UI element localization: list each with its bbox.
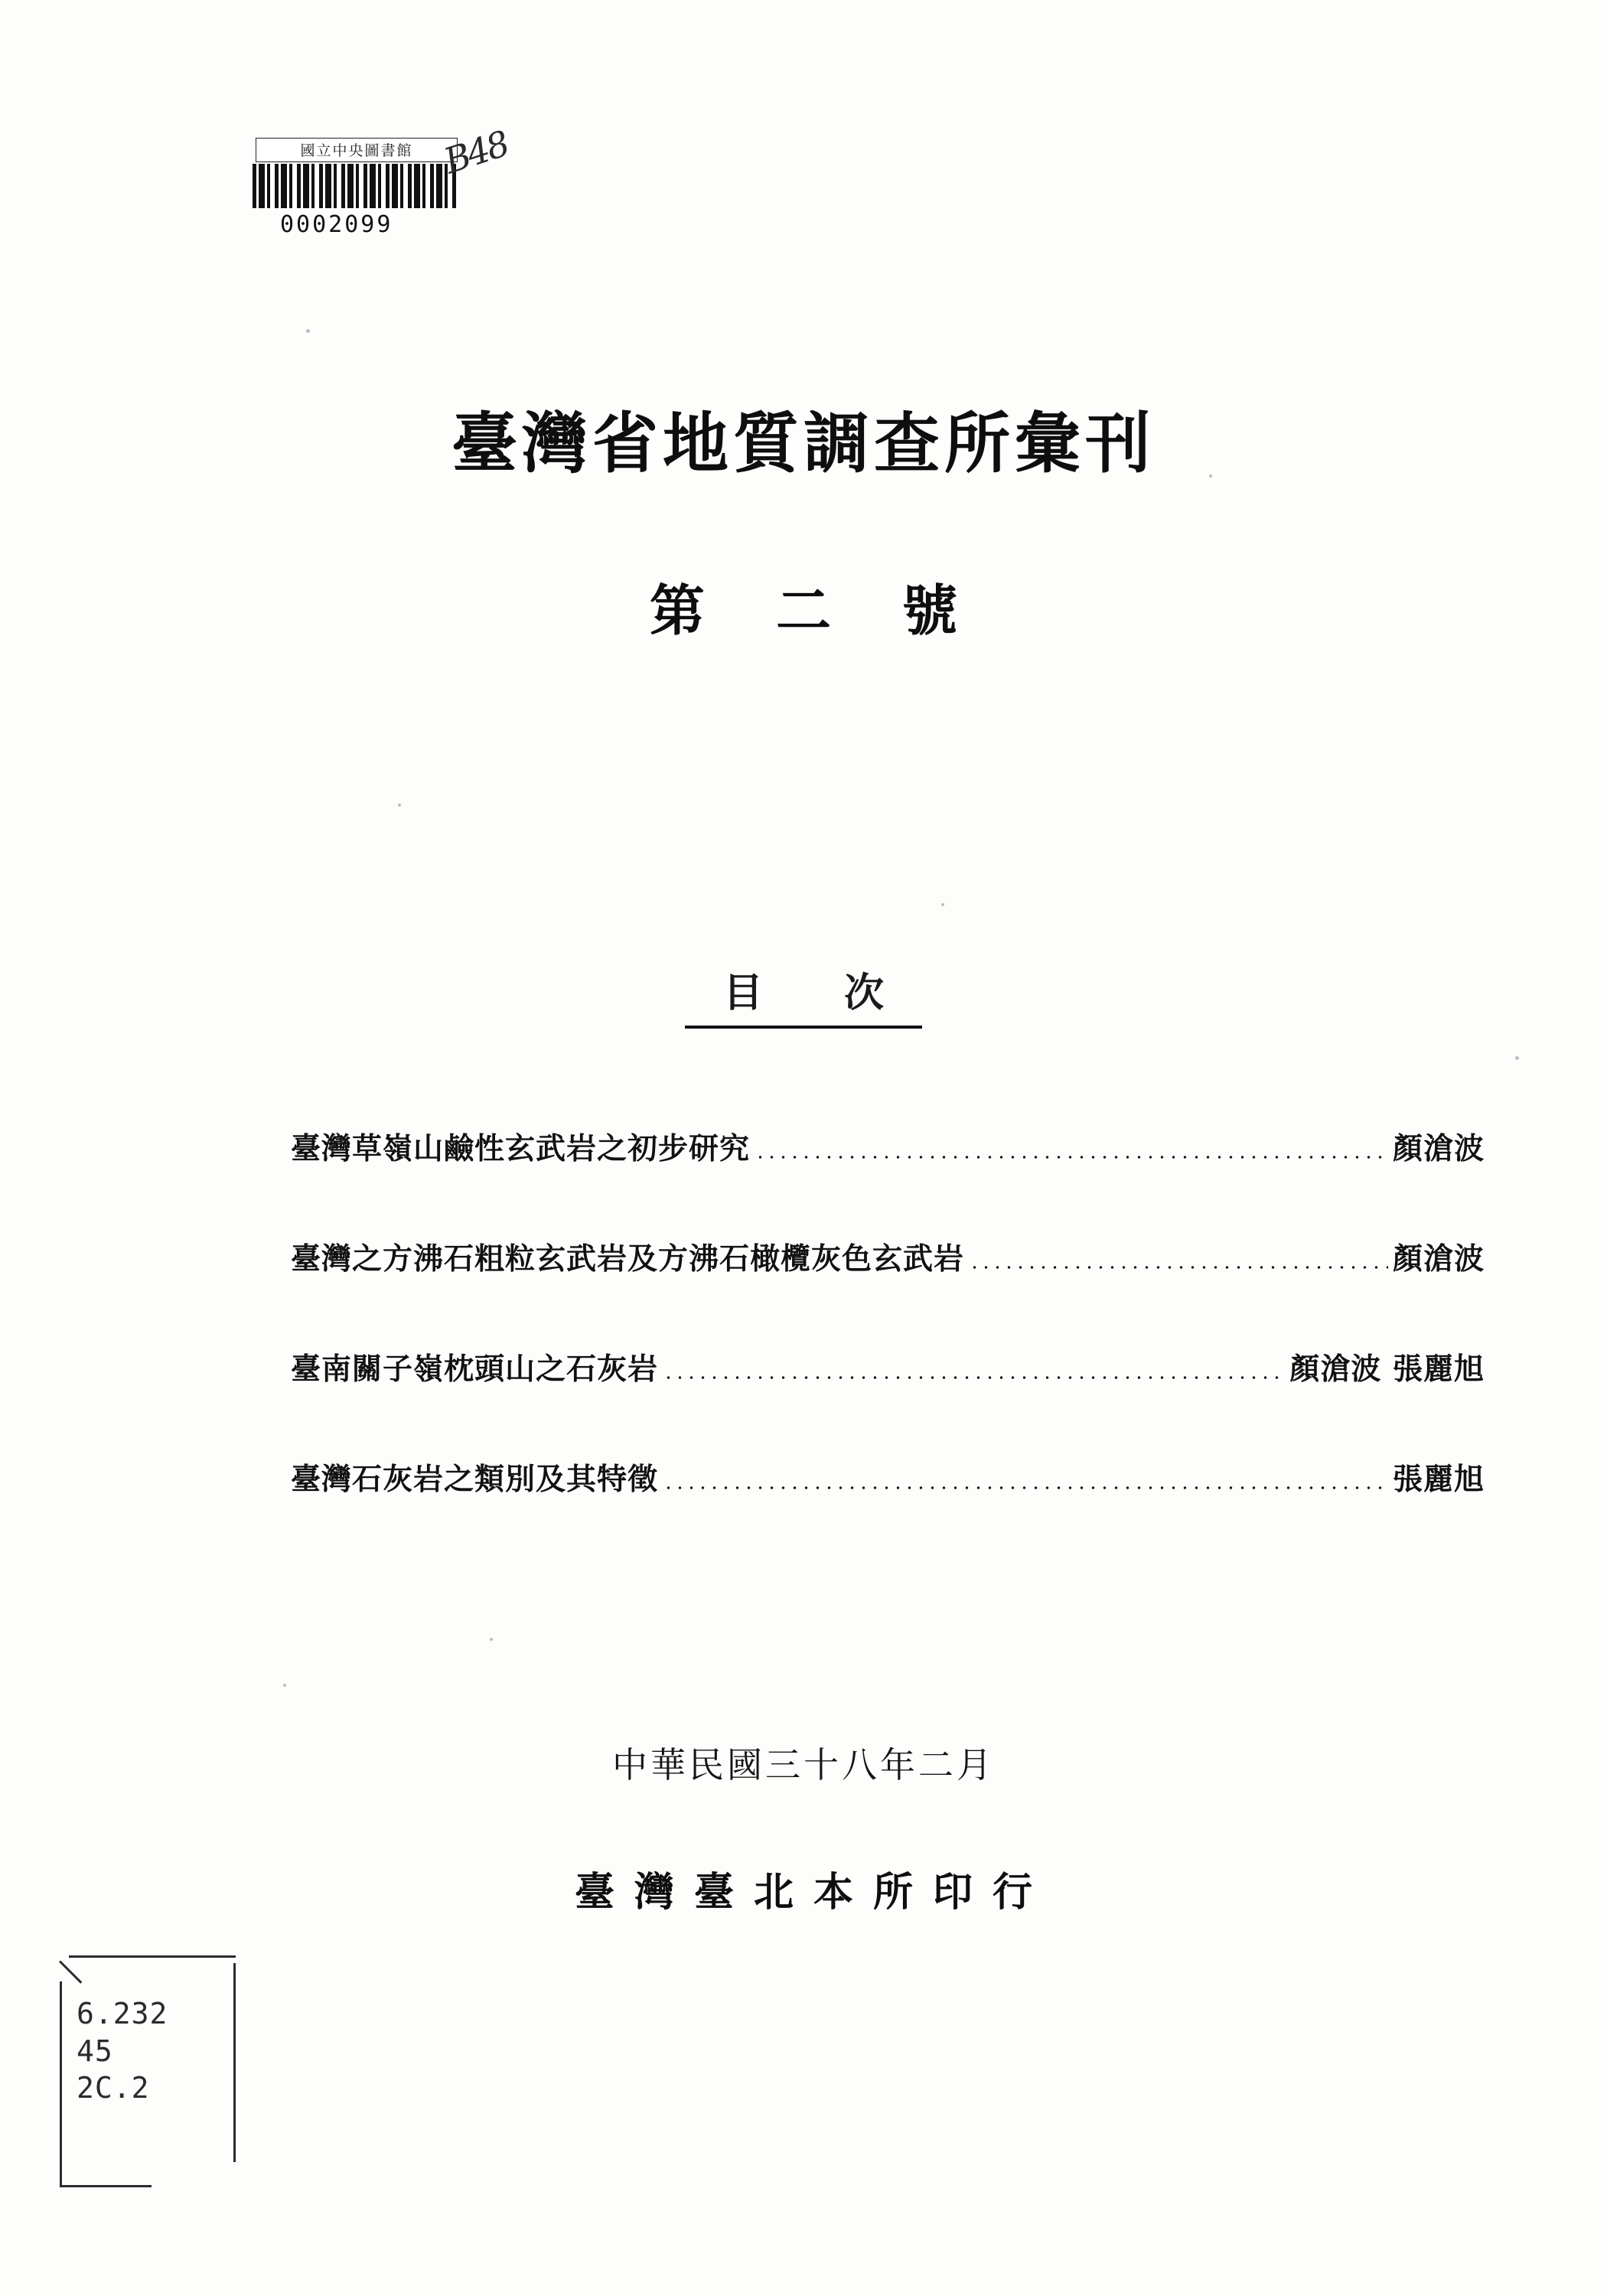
page-title: 臺灣省地質調查所彙刊 bbox=[451, 405, 1156, 482]
issue-number: 第 二 號 bbox=[649, 578, 984, 643]
slip-border-right bbox=[233, 1963, 236, 2162]
handwritten-annotation: B48 bbox=[438, 122, 513, 182]
scan-speckle bbox=[1209, 475, 1212, 478]
slip-border-top-right bbox=[153, 1955, 236, 1958]
call-number-text bbox=[77, 1995, 168, 2107]
toc-heading bbox=[0, 960, 1607, 1029]
library-barcode-stamp bbox=[253, 122, 513, 238]
toc-heading-label: 目 次 bbox=[685, 960, 922, 1029]
list-item bbox=[291, 1235, 1485, 1278]
toc-entry-authors: 顏滄波 bbox=[1392, 1131, 1485, 1166]
slip-border-left bbox=[60, 1981, 62, 2187]
barcode-icon bbox=[253, 164, 458, 208]
scan-speckle bbox=[306, 329, 310, 333]
scan-speckle bbox=[283, 1684, 286, 1687]
table-of-contents bbox=[291, 1125, 1485, 1566]
publisher: 臺灣臺北本所印行 bbox=[574, 1869, 1052, 1916]
toc-entry-title: 臺南關子嶺枕頭山之石灰岩 bbox=[291, 1352, 659, 1387]
slip-corner-cut bbox=[59, 1960, 82, 1983]
library-name-label: 國立中央圖書館 bbox=[256, 138, 458, 162]
list-item bbox=[291, 1456, 1485, 1499]
toc-entry-title: 臺灣草嶺山鹼性玄武岩之初步研究 bbox=[291, 1131, 751, 1166]
list-item bbox=[291, 1345, 1485, 1388]
toc-leader-dots bbox=[969, 1265, 1388, 1270]
call-number-line-3: 2C.2 bbox=[77, 2071, 150, 2105]
toc-entry-title: 臺灣之方沸石粗粒玄武岩及方沸石橄欖灰色玄武岩 bbox=[291, 1241, 965, 1277]
toc-entry-authors: 顏滄波 張麗旭 bbox=[1289, 1352, 1485, 1387]
call-number-line-1: 6.232 bbox=[77, 1997, 168, 2030]
scan-speckle bbox=[941, 903, 944, 906]
toc-leader-dots bbox=[663, 1486, 1388, 1490]
toc-entry-authors: 張麗旭 bbox=[1392, 1462, 1485, 1497]
slip-border-top-left bbox=[69, 1955, 153, 1958]
call-number-line-2: 45 bbox=[77, 2033, 113, 2068]
barcode-number: 0002099 bbox=[280, 211, 393, 238]
toc-leader-dots bbox=[663, 1375, 1285, 1380]
toc-entry-title: 臺灣石灰岩之類別及其特徵 bbox=[291, 1462, 659, 1497]
publication-date: 中華民國三十八年二月 bbox=[612, 1744, 995, 1786]
scan-speckle bbox=[490, 1638, 493, 1641]
toc-leader-dots bbox=[755, 1155, 1388, 1159]
list-item bbox=[291, 1125, 1485, 1168]
scan-speckle bbox=[398, 804, 401, 807]
call-number-slip bbox=[46, 1948, 260, 2200]
scan-speckle bbox=[1515, 1056, 1519, 1060]
toc-entry-authors: 顏滄波 bbox=[1392, 1241, 1485, 1277]
slip-border-bottom bbox=[60, 2185, 152, 2187]
